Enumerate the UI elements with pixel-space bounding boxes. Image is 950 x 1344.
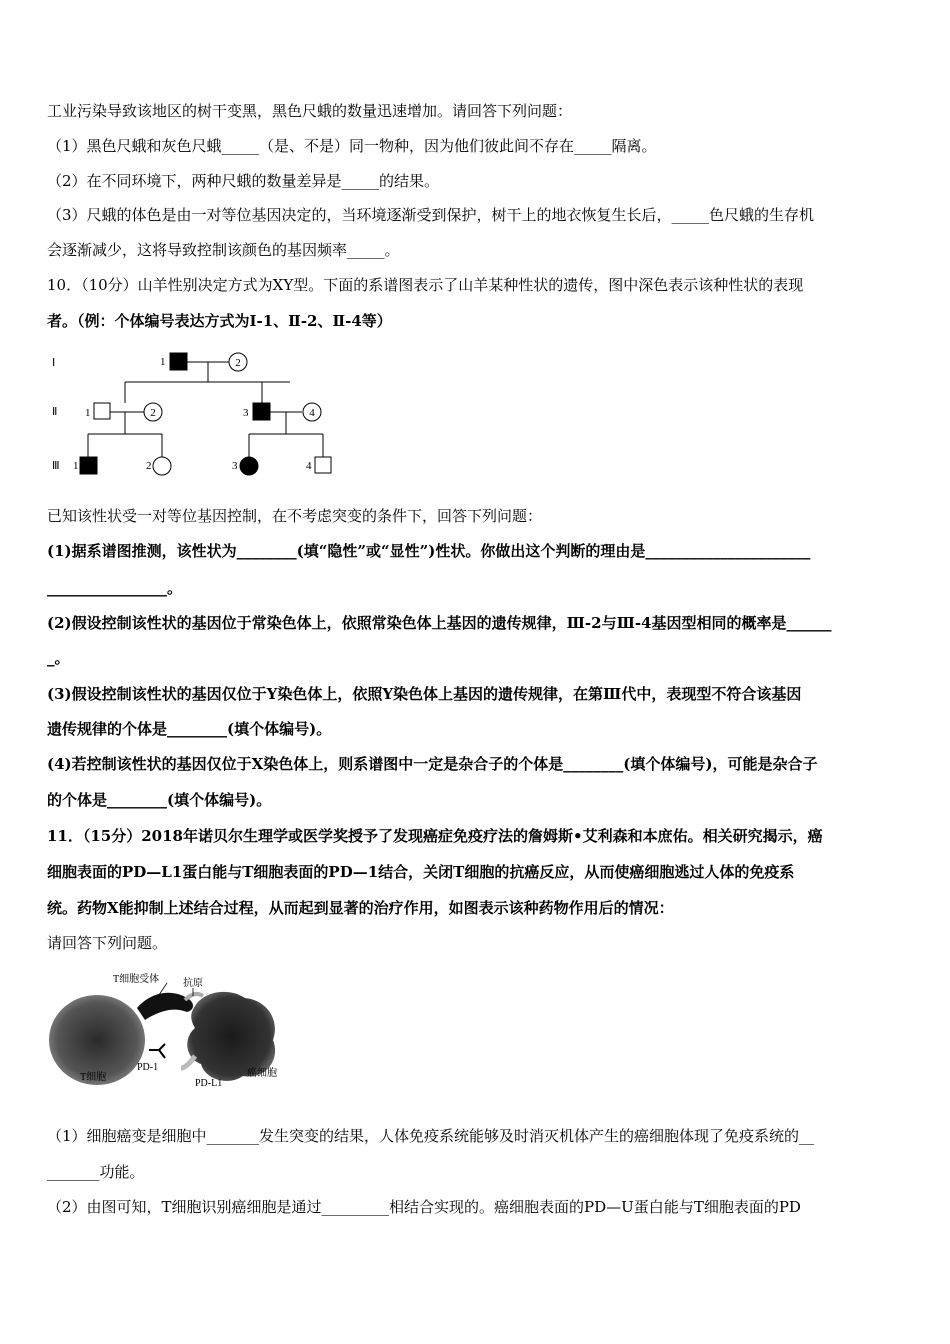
affected-male-symbol <box>253 403 270 420</box>
text-line: 会逐渐减少，这将导致控制该颜色的基因频率_____。 <box>47 241 400 259</box>
individual-number: 1 <box>85 407 91 419</box>
individual-number: 2 <box>235 357 241 369</box>
figure-label: PD-L1 <box>195 1078 223 1089</box>
male-symbol <box>315 457 331 473</box>
individual-number: 3 <box>243 407 249 419</box>
text-line: 已知该性状受一对等位基因控制，在不考虑突变的条件下，回答下列问题： <box>47 507 543 525</box>
text-line: 者。（例：个体编号表达方式为Ⅰ-1、Ⅱ-2、Ⅱ-4等） <box>47 312 392 330</box>
pd1-receptor-shape <box>149 1044 165 1058</box>
generation-label: Ⅲ <box>52 460 60 472</box>
individual-number: 1 <box>73 460 79 472</box>
subquestion-1: (1)据系谱图推测，该性状为________(填“隐性”或“显性”)性状。你做出这个判断的理由是______________________ <box>47 542 811 560</box>
text-line: 请回答下列问题。 <box>47 934 168 952</box>
figure-label: T细胞受体 <box>113 974 160 985</box>
pedigree-chart <box>40 345 360 490</box>
text-line: 细胞表面的PD—L1蛋白能与T细胞表面的PD—1结合，关闭T细胞的抗癌反应，从而使癌细胞逃过人体的免疫系 <box>47 863 795 881</box>
text-line: （2）在不同环境下，两种尺蛾的数量差异是_____的结果。 <box>47 172 440 190</box>
tcell-cancer-figure <box>45 968 285 1093</box>
text-line: 统。药物X能抑制上述结合过程，从而起到显著的治疗作用，如图表示该种药物作用后的情况： <box>47 899 674 917</box>
male-symbol <box>94 403 110 419</box>
subquestion-4: (4)若控制该性状的基因仅位于X染色体上，则系谱图中一定是杂合子的个体是________(填个体编号)，可能是杂合子 <box>47 755 818 773</box>
individual-number: 1 <box>160 356 166 368</box>
text-line: 遗传规律的个体是________(填个体编号)。 <box>47 720 332 738</box>
affected-male-symbol <box>170 353 187 370</box>
question-11-stem: 11．（15分）2018年诺贝尔生理学或医学奖授予了发现癌症免疫疗法的詹姆斯•艾利森和本庶佑。相关研究揭示，癌 <box>47 827 823 845</box>
figure-label: 抗原 <box>183 978 203 989</box>
text-line: （1）黑色尺蛾和灰色尺蛾_____（是、不是）同一物种，因为他们彼此间不存在_____隔离。 <box>47 137 657 155</box>
individual-number: 3 <box>232 460 238 472</box>
pdl1-shape <box>181 1056 195 1068</box>
generation-label: Ⅰ <box>52 357 56 369</box>
text-line: （3）尺蛾的体色是由一对等位基因决定的，当环境逐渐受到保护，树干上的地衣恢复生长后，_____色尺蛾的生存机 <box>47 206 815 224</box>
subquestion-3: (3)假设控制该性状的基因仅位于Y染色体上，依照Y染色体上基因的遗传规律，在第Ⅲ代中，表现型不符合该基因 <box>47 685 802 703</box>
subquestion-11-1: （1）细胞癌变是细胞中_______发生突变的结果，人体免疫系统能够及时消灭机体产生的癌细胞体现了免疫系统的__ <box>47 1127 815 1145</box>
individual-number: 4 <box>306 460 312 472</box>
female-symbol <box>153 457 171 475</box>
figure-label: T细胞 <box>80 1072 107 1083</box>
affected-female-symbol <box>240 457 258 475</box>
t-cell-receptor-shape <box>137 993 193 1020</box>
individual-number: 2 <box>146 460 152 472</box>
individual-number: 4 <box>309 407 315 419</box>
figure-label: 癌细胞 <box>247 1068 277 1079</box>
subquestion-2: (2)假设控制该性状的基因位于常染色体上，依照常染色体上基因的遗传规律，Ⅲ-2与Ⅲ-4基因型相同的概率是______ <box>47 614 832 632</box>
antigen-shape <box>185 994 203 1000</box>
affected-male-symbol <box>80 457 97 474</box>
figure-label: PD-1 <box>137 1062 159 1073</box>
text-line: _______功能。 <box>47 1163 145 1181</box>
text-line: ________________。 <box>47 579 183 597</box>
text-line: _。 <box>47 649 70 667</box>
individual-number: 2 <box>150 407 156 419</box>
subquestion-11-2: （2）由图可知，T细胞识别癌细胞是通过_________相结合实现的。癌细胞表面的PD—U蛋白能与T细胞表面的PD <box>47 1198 801 1216</box>
text-line: 的个体是________(填个体编号)。 <box>47 791 272 809</box>
text-line: 工业污染导致该地区的树干变黑，黑色尺蛾的数量迅速增加。请回答下列问题： <box>47 102 573 120</box>
question-10-stem: 10．（10分）山羊性别决定方式为XY型。下面的系谱图表示了山羊某种性状的遗传，图中深色表示该种性状的表现 <box>47 276 804 294</box>
generation-label: Ⅱ <box>52 406 58 418</box>
